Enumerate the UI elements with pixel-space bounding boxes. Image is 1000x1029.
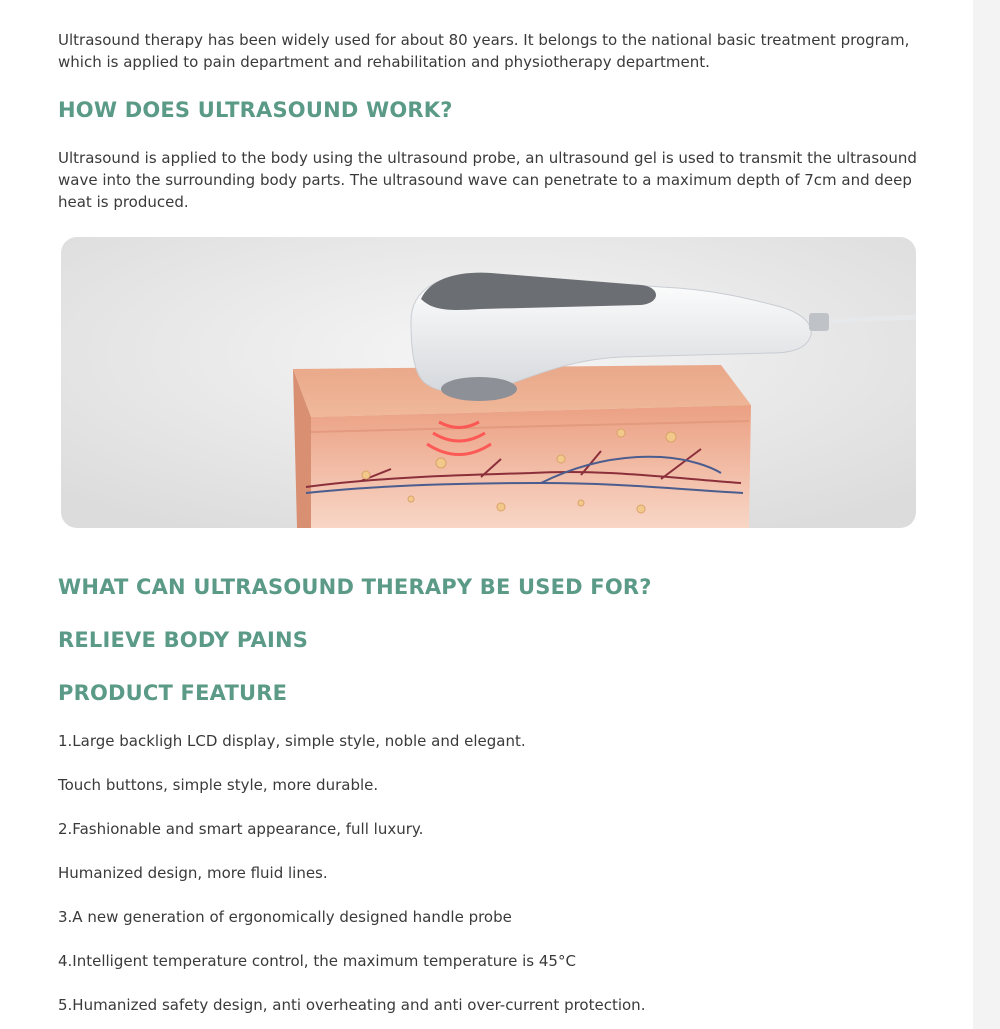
feature-item-6: 4.Intelligent temperature control, the maximum temperature is 45°C	[58, 952, 576, 970]
how-it-works-heading: HOW DOES ULTRASOUND WORK?	[58, 98, 453, 122]
feature-item-3: 2.Fashionable and smart appearance, full luxury.	[58, 820, 424, 838]
feature-item-2: Touch buttons, simple style, more durable.	[58, 776, 379, 794]
ultrasound-probe-skin-diagram	[61, 237, 916, 528]
uses-heading: WHAT CAN ULTRASOUND THERAPY BE USED FOR?	[58, 575, 652, 599]
ultrasound-probe-illustration	[61, 237, 916, 528]
feature-item-7: 5.Humanized safety design, anti overheating and anti over-current protection.	[58, 996, 646, 1014]
intro-paragraph: Ultrasound therapy has been widely used for about 80 years. It belongs to the national basic treatment program, which is applied to pain department and rehabilitation and physiotherapy department.	[58, 31, 910, 71]
relieve-pains-heading: RELIEVE BODY PAINS	[58, 628, 309, 652]
feature-item-1: 1.Large backligh LCD display, simple style, noble and elegant.	[58, 732, 526, 750]
feature-item-4: Humanized design, more fluid lines.	[58, 864, 328, 882]
product-feature-heading: PRODUCT FEATURE	[58, 681, 288, 705]
how-it-works-paragraph: Ultrasound is applied to the body using the ultrasound probe, an ultrasound gel is used to transmit the ultrasound wave into the surrounding body parts. The ultrasound wave can penetrate to a maximum depth of 7cm and deep heat is produced.	[58, 149, 917, 211]
page-side-strip	[973, 0, 1000, 1029]
feature-item-5: 3.A new generation of ergonomically designed handle probe	[58, 908, 512, 926]
